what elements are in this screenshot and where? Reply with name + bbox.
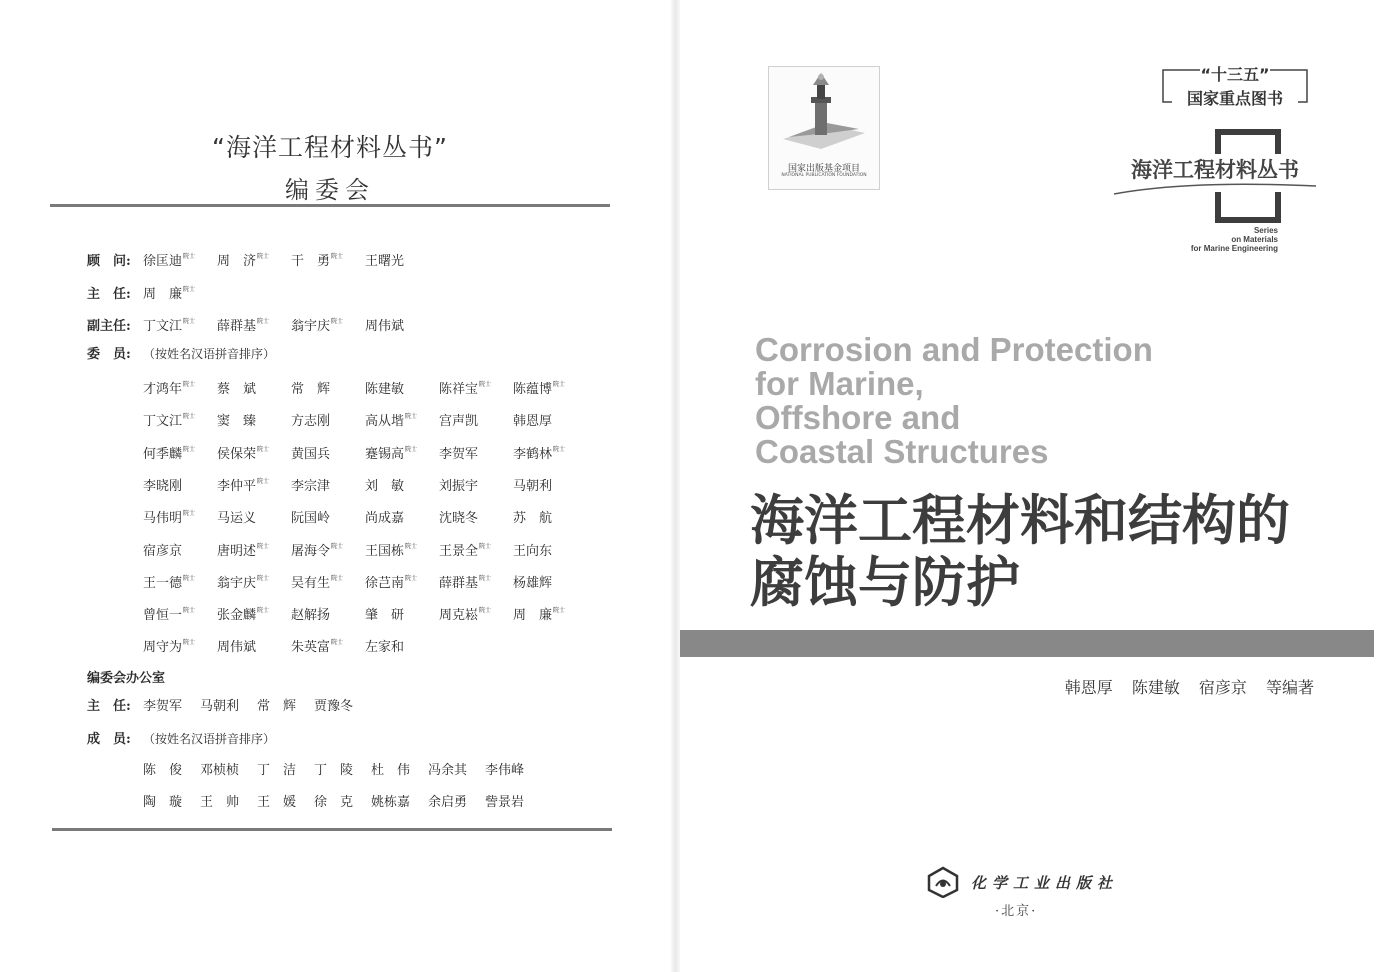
person-name: 贾豫冬: [314, 699, 354, 714]
person-name: 周 廉$^{院士}$: [513, 607, 566, 624]
person-name: 马伟明$^{院士}$: [143, 510, 196, 527]
person-name: 左家和: [365, 640, 405, 656]
person-name: 邓桢桢: [200, 763, 240, 778]
person-name: 翁宇庆$^{院士}$: [291, 318, 344, 334]
members-row: [143, 408, 587, 430]
person-name: 刘振宇: [439, 478, 479, 494]
person-name: 沈晓冬: [439, 511, 479, 527]
person-name: 丁文江$^{院士}$: [143, 413, 196, 430]
sort-note: （按姓名汉语拼音排序）: [143, 732, 276, 746]
series-title: “海洋工程材料丛书”: [212, 133, 448, 162]
person-name: 李鹤林$^{院士}$: [513, 445, 566, 462]
series-en-line: for Marine Engineering: [1190, 244, 1278, 253]
person-name: 李贺军: [143, 699, 183, 714]
english-title-line: Offshore and: [755, 399, 961, 436]
person-name: 黄国兵: [291, 446, 331, 462]
person-name: 蔡 斌: [217, 382, 257, 397]
person-name: 屠海令$^{院士}$: [291, 542, 344, 559]
person-name: 余启勇: [428, 795, 468, 810]
person-name: 周守为$^{院士}$: [143, 639, 196, 656]
person-name: 苏 航: [513, 511, 553, 527]
person-name: 窦 臻: [217, 414, 257, 430]
person-name: 姚栋嘉: [371, 795, 411, 810]
person-name: 王向东: [513, 543, 553, 559]
person-name: 薛群基$^{院士}$: [439, 574, 492, 591]
members-row: [143, 441, 587, 462]
person-name: 朱英富$^{院士}$: [291, 639, 344, 656]
monument-icon: [769, 67, 879, 159]
advisors-row: [87, 248, 439, 269]
person-name: 王一德$^{院士}$: [143, 574, 196, 591]
person-name: 薛群基$^{院士}$: [217, 318, 270, 334]
role-label: 主 任:: [87, 699, 131, 714]
role-label: 顾 问:: [87, 254, 131, 269]
person-name: 常 辉: [257, 699, 297, 714]
person-name: 张金麟$^{院士}$: [217, 607, 270, 624]
person-name: 周克崧$^{院士}$: [439, 607, 492, 624]
members-row: [143, 634, 439, 656]
members-row: [143, 505, 587, 527]
person-name: 陈建敏: [365, 382, 405, 397]
person-name: 陈 俊: [143, 763, 183, 778]
person-name: 杨雄辉: [513, 575, 553, 591]
person-name: 杜 伟: [371, 763, 411, 778]
top-rule: [50, 204, 610, 207]
person-name: 訾景岩: [485, 795, 525, 810]
english-title-line: Coastal Structures: [755, 433, 1049, 470]
publisher-emblem-icon: [925, 866, 961, 898]
committee-title: 编委会: [285, 176, 375, 204]
publisher-city: ·北京·: [995, 904, 1038, 919]
person-name: 吴有生$^{院士}$: [291, 574, 344, 591]
person-name: 王曙光: [365, 254, 405, 269]
book-spine: [670, 0, 680, 972]
badge-line-1: “十三五”: [1200, 65, 1270, 84]
person-name: 方志刚: [291, 414, 331, 430]
person-name: 尚成嘉: [365, 511, 405, 527]
person-name: 李贺军: [439, 446, 479, 462]
bottom-rule: [52, 828, 612, 831]
english-title-line: for Marine,: [755, 365, 924, 402]
person-name: 徐 克: [314, 795, 354, 810]
person-name: 丁 洁: [257, 763, 297, 778]
person-name: 才鸿年$^{院士}$: [143, 381, 196, 397]
director-row: [87, 281, 217, 302]
role-label: 成 员:: [87, 732, 131, 747]
chinese-title: [750, 490, 1350, 614]
deputies-row: [87, 313, 439, 334]
person-name: 马朝利: [513, 478, 553, 494]
series-en-line: Series: [1253, 226, 1278, 235]
key-book-badge: [1160, 62, 1310, 106]
title-band: [680, 630, 1374, 657]
members-header-row: [87, 345, 275, 363]
english-title: [755, 333, 1315, 469]
person-name: 赵解扬: [291, 608, 331, 624]
person-name: 徐芑南$^{院士}$: [365, 574, 418, 591]
badge-line-2: 国家重点图书: [1186, 89, 1283, 108]
person-name: 陶 璇: [143, 795, 183, 810]
person-name: 干 勇$^{院士}$: [291, 253, 344, 269]
person-name: 周伟斌: [217, 640, 257, 656]
members-row: [143, 602, 587, 624]
office-directors-row: [87, 698, 371, 716]
person-name: 冯余其: [428, 763, 468, 778]
office-members-header-row: [87, 730, 275, 748]
office-title: 编委会办公室: [87, 671, 166, 686]
person-name: 宫声凯: [439, 414, 479, 430]
national-publication-foundation-logo: [768, 66, 880, 190]
sort-note: （按姓名汉语拼音排序）: [143, 347, 276, 361]
fund-name-en: NATIONAL PUBLICATION FOUNDATION: [781, 173, 867, 178]
person-name: 刘 敏: [365, 478, 405, 494]
person-name: 李宗津: [291, 478, 331, 494]
person-name: 王 媛: [257, 795, 297, 810]
person-name: 常 辉: [291, 382, 331, 397]
person-name: 蹇锡高$^{院士}$: [365, 445, 418, 462]
person-name: 陈蕴博$^{院士}$: [513, 381, 566, 397]
person-name: 周伟斌: [365, 319, 405, 334]
person-name: 李晓刚: [143, 478, 183, 494]
person-name: 李仲平$^{院士}$: [217, 477, 270, 494]
series-logo-en: [1140, 226, 1278, 253]
chinese-title-line: 海洋工程材料和结构的: [750, 489, 1290, 552]
role-label: 委 员:: [87, 347, 131, 362]
office-members-row: [143, 762, 542, 780]
person-name: 肇 研: [365, 608, 405, 624]
person-name: 徐匡迪$^{院士}$: [143, 253, 196, 269]
fund-name-cn: 国家出版基金项目: [787, 164, 860, 174]
role-label: 副主任:: [87, 319, 131, 334]
person-name: 马朝利: [200, 699, 240, 714]
authors: 韩恩厚 陈建敏 宿彦京 等编著: [1064, 678, 1314, 697]
person-name: 李伟峰: [485, 763, 525, 778]
person-name: 周 廉$^{院士}$: [143, 286, 196, 302]
members-row: [143, 473, 587, 494]
person-name: 宿彦京: [143, 543, 183, 559]
person-name: 丁 陵: [314, 763, 354, 778]
series-en-line: on Materials: [1231, 235, 1278, 244]
person-name: 丁文江$^{院士}$: [143, 318, 196, 334]
person-name: 翁宇庆$^{院士}$: [217, 574, 270, 591]
person-name: 王国栋$^{院士}$: [365, 542, 418, 559]
members-row: [143, 570, 587, 591]
person-name: 陈祥宝$^{院士}$: [439, 381, 492, 397]
person-name: 王 帅: [200, 795, 240, 810]
role-label: 主 任:: [87, 287, 131, 302]
person-name: 侯保荣$^{院士}$: [217, 445, 270, 462]
chinese-title-line: 腐蚀与防护: [750, 551, 1020, 614]
person-name: 马运义: [217, 511, 257, 527]
english-title-line: Corrosion and Protection: [755, 331, 1153, 368]
person-name: 曾恒一$^{院士}$: [143, 607, 196, 624]
person-name: 周 济$^{院士}$: [217, 253, 270, 269]
office-members-row: [143, 794, 542, 812]
series-logo-cn: 海洋工程材料丛书: [1131, 158, 1299, 182]
person-name: 韩恩厚: [513, 414, 553, 430]
members-row: [143, 538, 587, 559]
person-name: 高从堦$^{院士}$: [365, 413, 418, 430]
person-name: 阮国岭: [291, 511, 331, 527]
members-row: [143, 376, 587, 397]
person-name: 唐明述$^{院士}$: [217, 542, 270, 559]
person-name: 何季麟$^{院士}$: [143, 445, 196, 462]
publisher-name: 化学工业出版社: [971, 874, 1119, 892]
person-name: 王景全$^{院士}$: [439, 542, 492, 559]
